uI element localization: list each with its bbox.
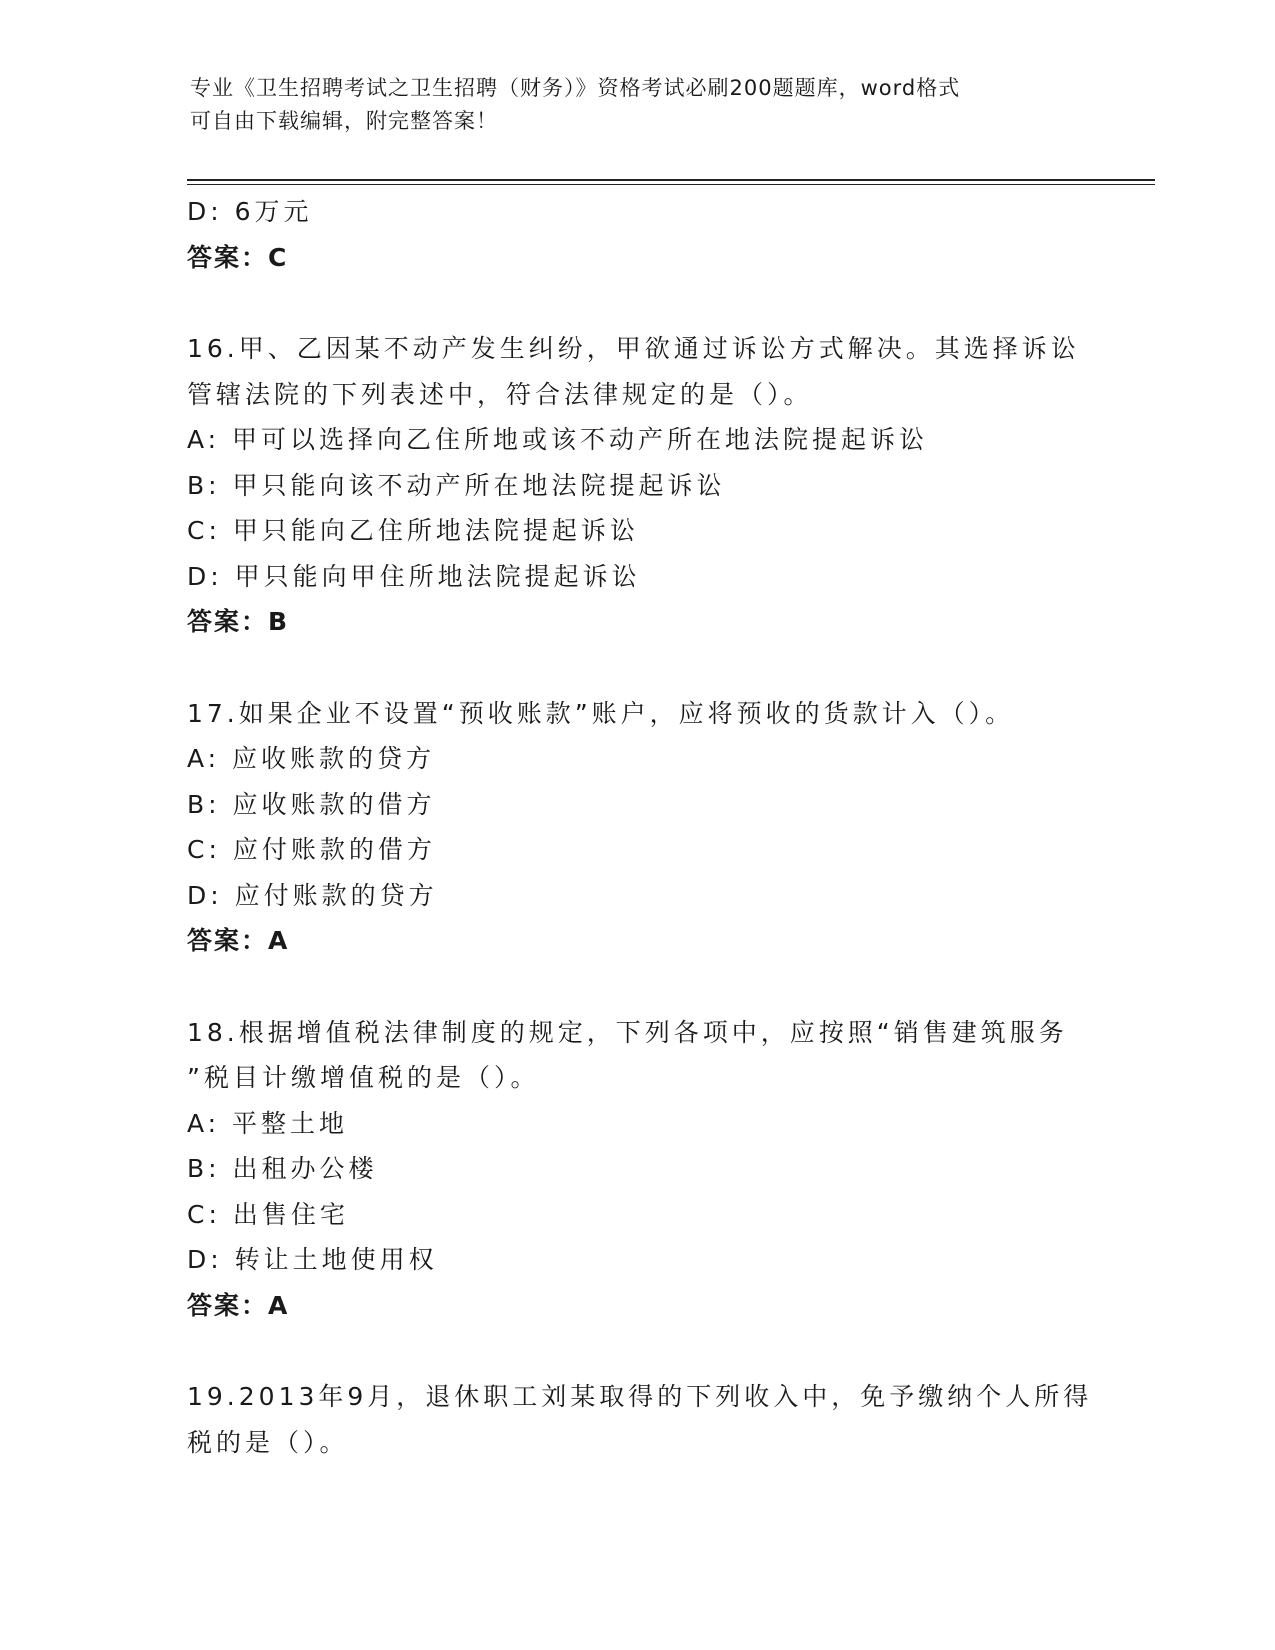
header-title-line-2: 可自由下载编辑，附完整答案！ — [190, 109, 498, 133]
option-a: A: 甲可以选择向乙住所地或该不动产所在地法院提起诉讼 — [187, 425, 929, 454]
answer-line: 答案：A — [187, 926, 290, 955]
header-rule-thick — [187, 179, 1155, 181]
answer-line: 答案：B — [187, 607, 290, 636]
question-stem: 16.甲、乙因某不动产发生纠纷，甲欲通过诉讼方式解决。其选择诉讼 — [187, 334, 1080, 363]
option-d: D: 应付账款的贷方 — [187, 880, 438, 910]
spacer — [187, 645, 1107, 691]
spacer — [187, 1328, 1107, 1374]
option-b: B: 甲只能向该不动产所在地法院提起诉讼 — [187, 470, 726, 500]
option-d: D: 甲只能向甲住所地法院提起诉讼 — [187, 561, 641, 591]
option-d: D: 6万元 — [187, 197, 313, 226]
spacer — [187, 280, 1107, 326]
question-stem: ”税目计缴增值税的是（）。 — [187, 1063, 540, 1092]
header-title-line-1: 专业《卫生招聘考试之卫生招聘（财务）》资格考试必刷200题题库，word格式 — [190, 76, 961, 100]
option-c: C: 出售住宅 — [187, 1199, 349, 1229]
page-header — [190, 72, 1090, 138]
answer-line: 答案：A — [187, 1290, 290, 1320]
question-stem: 19.2013年9月，退休职工刘某取得的下列收入中，免予缴纳个人所得 — [187, 1382, 1093, 1411]
option-d: D: 转让土地使用权 — [187, 1245, 438, 1274]
option-a: A: 应收账款的贷方 — [187, 744, 436, 773]
question-stem: 管辖法院的下列表述中，符合法律规定的是（）。 — [187, 379, 813, 409]
question-stem: 18.根据增值税法律制度的规定，下列各项中，应按照“销售建筑服务 — [187, 1017, 1068, 1047]
question-content — [187, 189, 1107, 1465]
option-a: A: 平整土地 — [187, 1108, 349, 1138]
option-c: C: 甲只能向乙住所地法院提起诉讼 — [187, 516, 639, 545]
header-rule-thin — [187, 184, 1155, 185]
answer-line: 答案：C — [187, 242, 289, 272]
question-stem: 17.如果企业不设置“预收账款”账户，应将预收的货款计入（）。 — [187, 698, 1015, 728]
option-b: B: 应收账款的借方 — [187, 789, 436, 819]
option-c: C: 应付账款的借方 — [187, 835, 436, 864]
spacer — [187, 964, 1107, 1010]
option-b: B: 出租办公楼 — [187, 1154, 378, 1183]
question-stem: 税的是（）。 — [187, 1427, 349, 1457]
